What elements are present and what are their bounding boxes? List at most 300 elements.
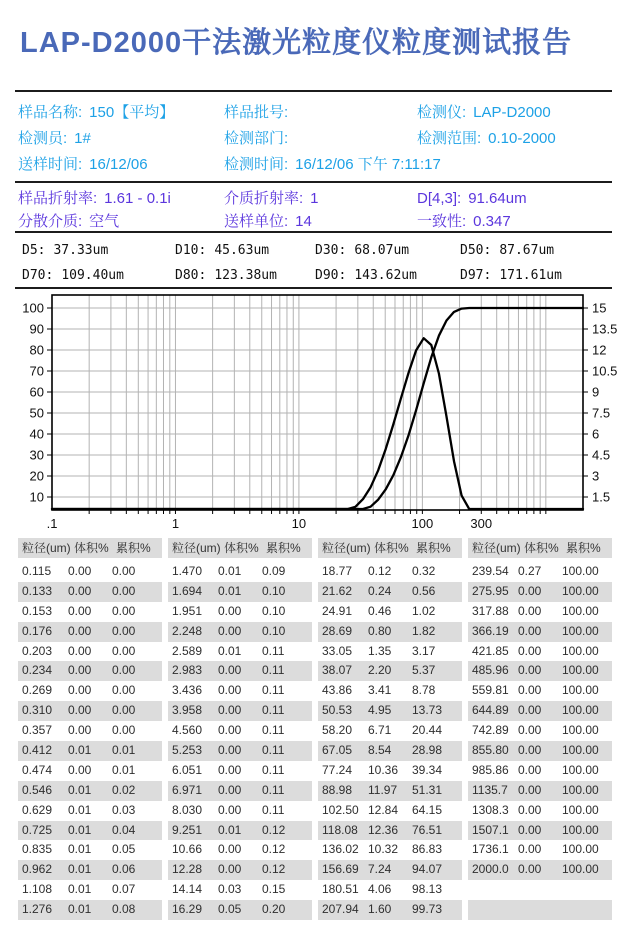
cell-cumulative: 1.82 [412,623,436,638]
field-label: 分散介质: [18,213,83,230]
cell-cumulative: 39.34 [412,762,443,777]
field-batch-no [224,100,417,126]
cell-cumulative: 13.73 [412,703,443,718]
cell-cumulative: 86.83 [412,842,443,857]
cell-volume: 0.00 [68,703,92,718]
cell-size: 6.051 [172,762,203,777]
cell-cumulative: 0.10 [262,623,286,638]
cell-size: 0.725 [22,822,53,837]
table-row [468,761,612,781]
field-label: 样品批号: [224,104,289,121]
field-value: 1 [310,190,319,207]
cell-cumulative: 0.00 [112,683,136,698]
cell-size: 4.560 [172,723,203,738]
d-values-section [22,238,562,288]
right-axis-tick-label: 3 [592,468,600,484]
column-header: 累积% [266,541,301,555]
cell-cumulative: 0.11 [262,723,285,738]
cell-volume: 0.00 [518,703,542,718]
table-row [168,602,312,622]
field-label: D5: [22,243,46,258]
cell-cumulative: 100.00 [562,822,599,837]
table-row [168,880,312,900]
cell-cumulative: 0.00 [112,663,136,678]
cell-cumulative: 0.08 [112,902,136,917]
cell-volume: 0.01 [218,564,242,578]
cell-size: 2000.0 [472,862,509,877]
table-row [318,661,462,681]
cell-volume: 0.01 [218,822,242,837]
cell-cumulative: 100.00 [562,564,599,578]
column-header: 粒径(um) [22,541,71,555]
cell-size: 21.62 [322,583,353,598]
cell-volume: 0.00 [218,842,242,857]
cell-cumulative: 0.11 [262,643,285,658]
table-row [468,602,612,622]
cell-cumulative: 100.00 [562,842,599,857]
cell-cumulative: 100.00 [562,623,599,638]
field-value: 143.62um [354,268,417,283]
cell-size: 2.248 [172,623,203,638]
cell-volume: 0.00 [218,623,242,638]
cell-size: 2.589 [172,643,203,658]
column-header: 体积% [524,541,559,555]
field-sample-unit [224,210,417,233]
cell-volume: 0.00 [518,643,542,658]
table-row [318,781,462,801]
cell-cumulative: 0.20 [262,902,286,917]
cell-size: 1.108 [22,882,53,897]
volume-percent-curve [52,338,583,509]
table-row [318,860,462,880]
cell-volume: 0.00 [518,603,542,618]
table-row [468,701,612,721]
cell-size: 88.98 [322,782,353,797]
field-value: 87.67um [499,243,555,258]
info-section-2 [18,187,527,233]
cell-cumulative: 0.11 [262,683,285,698]
cell-size: 9.251 [172,822,203,837]
cell-volume: 0.03 [218,882,242,897]
cell-size: 102.50 [322,802,359,817]
column-header: 体积% [74,541,109,555]
table-row [318,622,462,642]
left-axis-tick-label: 20 [29,468,44,484]
left-axis-tick-label: 30 [29,447,44,463]
cell-size: 136.02 [322,842,359,857]
field-value: 109.40um [61,268,124,283]
field-test-range [417,126,556,152]
cell-volume: 0.00 [518,683,542,698]
column-header: 粒径(um) [172,541,221,555]
cell-cumulative: 0.11 [262,703,285,718]
right-axis-tick-label: 12 [592,342,607,358]
x-axis-tick-label: 1 [171,516,180,531]
cell-volume: 1.35 [368,643,392,658]
x-axis-tick-label: 300 [470,516,493,531]
table-row [468,781,612,801]
cell-volume: 0.12 [368,564,392,578]
cell-size: 18.77 [322,564,353,578]
cell-size: 421.85 [472,643,509,658]
cell-cumulative: 100.00 [562,643,599,658]
cell-cumulative: 20.44 [412,723,443,738]
cell-volume: 0.00 [68,762,92,777]
table-row [168,860,312,880]
cell-cumulative: 0.10 [262,603,286,618]
table-row [168,622,312,642]
cell-cumulative: 100.00 [562,862,599,877]
section-separator [15,181,612,183]
table-row [168,741,312,761]
table-row [168,900,312,920]
table-row [18,900,162,920]
d-value-d5 [22,238,175,263]
field-label: D30: [315,243,347,258]
table-group-2 [168,538,312,920]
table-row [468,900,612,920]
field-sample-time [18,152,224,178]
field-label: D[4,3]: [417,190,462,207]
cell-size: 0.629 [22,802,53,817]
cell-size: 0.412 [22,743,53,758]
right-axis-tick-label: 10.5 [592,363,618,379]
right-axis-tick-label: 7.5 [592,405,611,421]
cell-volume: 0.01 [68,862,92,877]
d-value-d80 [175,263,315,288]
table-row [18,721,162,741]
cell-cumulative: 8.78 [412,683,436,698]
cell-size: 180.51 [322,882,359,897]
cell-volume: 0.00 [218,723,242,738]
cell-size: 317.88 [472,603,509,618]
cell-volume: 0.00 [518,743,542,758]
table-group-1 [18,538,162,920]
psd-chart [0,290,626,536]
cell-volume: 0.00 [218,743,242,758]
table-row [318,880,462,900]
cell-size: 2.983 [172,663,203,678]
cell-volume: 0.00 [68,683,92,698]
cell-cumulative: 0.32 [412,564,436,578]
field-value: 1# [74,130,91,147]
cell-cumulative: 100.00 [562,703,599,718]
field-value: 68.07um [354,243,410,258]
column-header: 粒径(um) [472,541,521,555]
left-axis-tick-label: 10 [29,489,44,505]
field-label: D90: [315,268,347,283]
cell-volume: 4.06 [368,882,392,897]
cell-size: 0.474 [22,762,53,777]
cell-size: 28.69 [322,623,353,638]
cell-cumulative: 0.11 [262,663,285,678]
cell-volume: 0.00 [518,723,542,738]
cell-volume: 0.00 [68,564,92,578]
cell-volume: 0.00 [68,623,92,638]
column-header: 体积% [224,541,259,555]
cell-volume: 0.80 [368,623,392,638]
right-axis-tick-label: 4.5 [592,447,611,463]
column-header: 累积% [416,541,451,555]
cell-cumulative: 0.11 [262,743,285,758]
table-row [168,821,312,841]
table-row [168,661,312,681]
cell-cumulative: 5.37 [412,663,436,678]
cell-cumulative: 0.00 [112,564,136,578]
cell-size: 3.436 [172,683,203,698]
field-dispersant [18,210,224,233]
title-separator [15,90,612,92]
d-value-d90 [315,263,460,288]
cell-volume: 0.00 [68,723,92,738]
cell-size: 0.835 [22,842,53,857]
cell-size: 742.89 [472,723,509,738]
table-row [18,602,162,622]
info-section-1 [18,100,556,178]
cell-size: 0.310 [22,703,53,718]
field-label: 检测员: [18,130,68,147]
cell-volume: 0.00 [518,583,542,598]
cell-cumulative: 0.00 [112,643,136,658]
d-value-d97 [460,263,562,288]
right-axis-tick-label: 1.5 [592,489,611,505]
table-header [168,538,312,558]
cell-size: 207.94 [322,902,359,917]
table-group-4 [468,538,612,920]
cell-volume: 0.00 [218,603,242,618]
table-row [318,840,462,860]
cell-size: 855.80 [472,743,509,758]
field-value: 14 [295,213,312,230]
table-row [18,761,162,781]
table-row [318,761,462,781]
cell-size: 1135.7 [472,782,508,797]
cell-size: 156.69 [322,862,359,877]
cell-cumulative: 28.98 [412,743,443,758]
cell-cumulative: 0.56 [412,583,436,598]
table-row [18,681,162,701]
field-label: D10: [175,243,207,258]
column-header: 体积% [374,541,409,555]
table-row [168,582,312,602]
table-row [18,582,162,602]
cell-volume: 0.01 [218,583,242,598]
table-row [18,860,162,880]
table-row [18,821,162,841]
cell-size: 1.470 [172,564,203,578]
field-label: D70: [22,268,54,283]
cell-volume: 12.84 [368,802,399,817]
cell-cumulative: 0.07 [112,882,136,897]
cell-volume: 0.00 [518,862,542,877]
cell-volume: 2.20 [368,663,392,678]
cell-cumulative: 0.11 [262,782,285,797]
cell-volume: 0.00 [518,663,542,678]
cell-volume: 0.00 [518,822,542,837]
cell-volume: 0.01 [68,822,92,837]
cell-volume: 0.00 [518,802,542,817]
table-row [168,721,312,741]
cell-size: 1.951 [172,603,203,618]
cell-size: 0.115 [22,564,52,578]
cell-size: 43.86 [322,683,353,698]
cell-volume: 0.01 [68,802,92,817]
cell-volume: 0.00 [218,802,242,817]
cell-volume: 0.01 [68,782,92,797]
cell-size: 58.20 [322,723,353,738]
field-label: 一致性: [417,213,467,230]
field-uniformity [417,210,527,233]
cell-cumulative: 100.00 [562,762,599,777]
cell-cumulative: 0.03 [112,802,136,817]
table-row [18,741,162,761]
cell-volume: 0.00 [218,703,242,718]
cell-size: 8.030 [172,802,203,817]
field-label: D50: [460,243,492,258]
cell-size: 38.07 [322,663,353,678]
cell-volume: 0.01 [68,743,92,758]
field-sample-ri [18,187,224,210]
field-value: 45.63um [214,243,270,258]
cell-volume: 3.41 [368,683,392,698]
table-row [468,880,612,900]
cell-cumulative: 0.05 [112,842,136,857]
table-row [318,582,462,602]
table-row [318,701,462,721]
d-value-d10 [175,238,315,263]
cell-volume: 12.36 [368,822,399,837]
table-row [318,801,462,821]
cell-cumulative: 0.12 [262,862,286,877]
table-row [468,681,612,701]
table-row [468,821,612,841]
field-instrument [417,100,556,126]
cell-volume: 0.00 [518,782,542,797]
table-row [18,781,162,801]
field-label: 介质折射率: [224,190,304,207]
cell-size: 67.05 [322,743,353,758]
cell-cumulative: 51.31 [412,782,443,797]
table-row [18,622,162,642]
cell-volume: 0.00 [518,842,542,857]
field-label: 检测时间: [224,156,289,173]
x-axis-tick-label: .1 [46,516,58,531]
table-row [168,562,312,582]
cell-cumulative: 0.10 [262,583,286,598]
cell-volume: 10.36 [368,762,399,777]
table-row [18,642,162,662]
cell-cumulative: 99.73 [412,902,443,917]
left-axis-tick-label: 50 [29,405,44,421]
cell-size: 985.86 [472,762,509,777]
cell-size: 0.269 [22,683,53,698]
cell-cumulative: 64.15 [412,802,443,817]
field-value: LAP-D2000 [473,104,551,121]
table-row [18,562,162,582]
column-header: 累积% [116,541,151,555]
field-value: 1.61 - 0.1i [104,190,171,207]
table-header [18,538,162,558]
cell-size: 10.66 [172,842,203,857]
right-axis-tick-label: 13.5 [592,321,618,337]
table-row [318,562,462,582]
cell-cumulative: 0.00 [112,603,136,618]
table-row [318,602,462,622]
cell-size: 6.971 [172,782,203,797]
field-value: 0.10-2000 [488,130,556,147]
cell-volume: 0.46 [368,603,392,618]
cell-cumulative: 100.00 [562,663,599,678]
cell-size: 1308.3 [472,802,509,817]
cell-cumulative: 100.00 [562,723,599,738]
left-axis-tick-label: 80 [29,342,44,358]
table-row [468,741,612,761]
right-axis-tick-label: 9 [592,384,600,400]
field-label: 检测部门: [224,130,289,147]
table-row [168,840,312,860]
field-value: 16/12/06 下午 7:11:17 [295,156,441,173]
cell-size: 16.29 [172,902,203,917]
table-row [168,701,312,721]
column-header: 粒径(um) [322,541,371,555]
cell-size: 0.176 [22,623,53,638]
cell-volume: 0.01 [68,842,92,857]
cell-cumulative: 0.15 [262,882,286,897]
cell-cumulative: 0.00 [112,703,136,718]
cell-cumulative: 0.12 [262,842,286,857]
table-row [18,801,162,821]
table-row [168,642,312,662]
cell-size: 1507.1 [472,822,509,837]
field-label: 样品名称: [18,104,83,121]
cell-volume: 0.27 [518,564,542,578]
left-axis-tick-label: 70 [29,363,44,379]
cell-size: 3.958 [172,703,203,718]
d-value-d70 [22,263,175,288]
field-sample-name [18,100,224,126]
cell-cumulative: 0.11 [262,762,285,777]
cell-volume: 0.00 [68,643,92,658]
table-row [18,661,162,681]
field-value: 123.38um [214,268,277,283]
table-row [468,582,612,602]
cell-cumulative: 0.01 [112,762,136,777]
d-value-d50 [460,238,562,263]
table-row [468,622,612,642]
right-axis-tick-label: 15 [592,300,607,316]
cell-volume: 0.00 [68,603,92,618]
table-row [318,900,462,920]
cell-volume: 10.32 [368,842,399,857]
field-label: 检测仪: [417,104,467,121]
cell-size: 0.357 [22,723,53,738]
cell-volume: 8.54 [368,743,392,758]
field-label: D97: [460,268,492,283]
cell-volume: 4.95 [368,703,392,718]
x-axis-tick-label: 10 [291,516,307,531]
field-label: 送样时间: [18,156,83,173]
table-row [168,761,312,781]
cell-cumulative: 98.13 [412,882,443,897]
cell-size: 485.96 [472,663,509,678]
cell-volume: 0.00 [68,583,92,598]
cell-volume: 0.00 [218,663,242,678]
cell-cumulative: 0.00 [112,623,136,638]
cell-cumulative: 0.06 [112,862,136,877]
cumulative-percent-curve [52,308,583,509]
cell-size: 559.81 [472,683,509,698]
field-value: 91.64um [468,190,527,207]
